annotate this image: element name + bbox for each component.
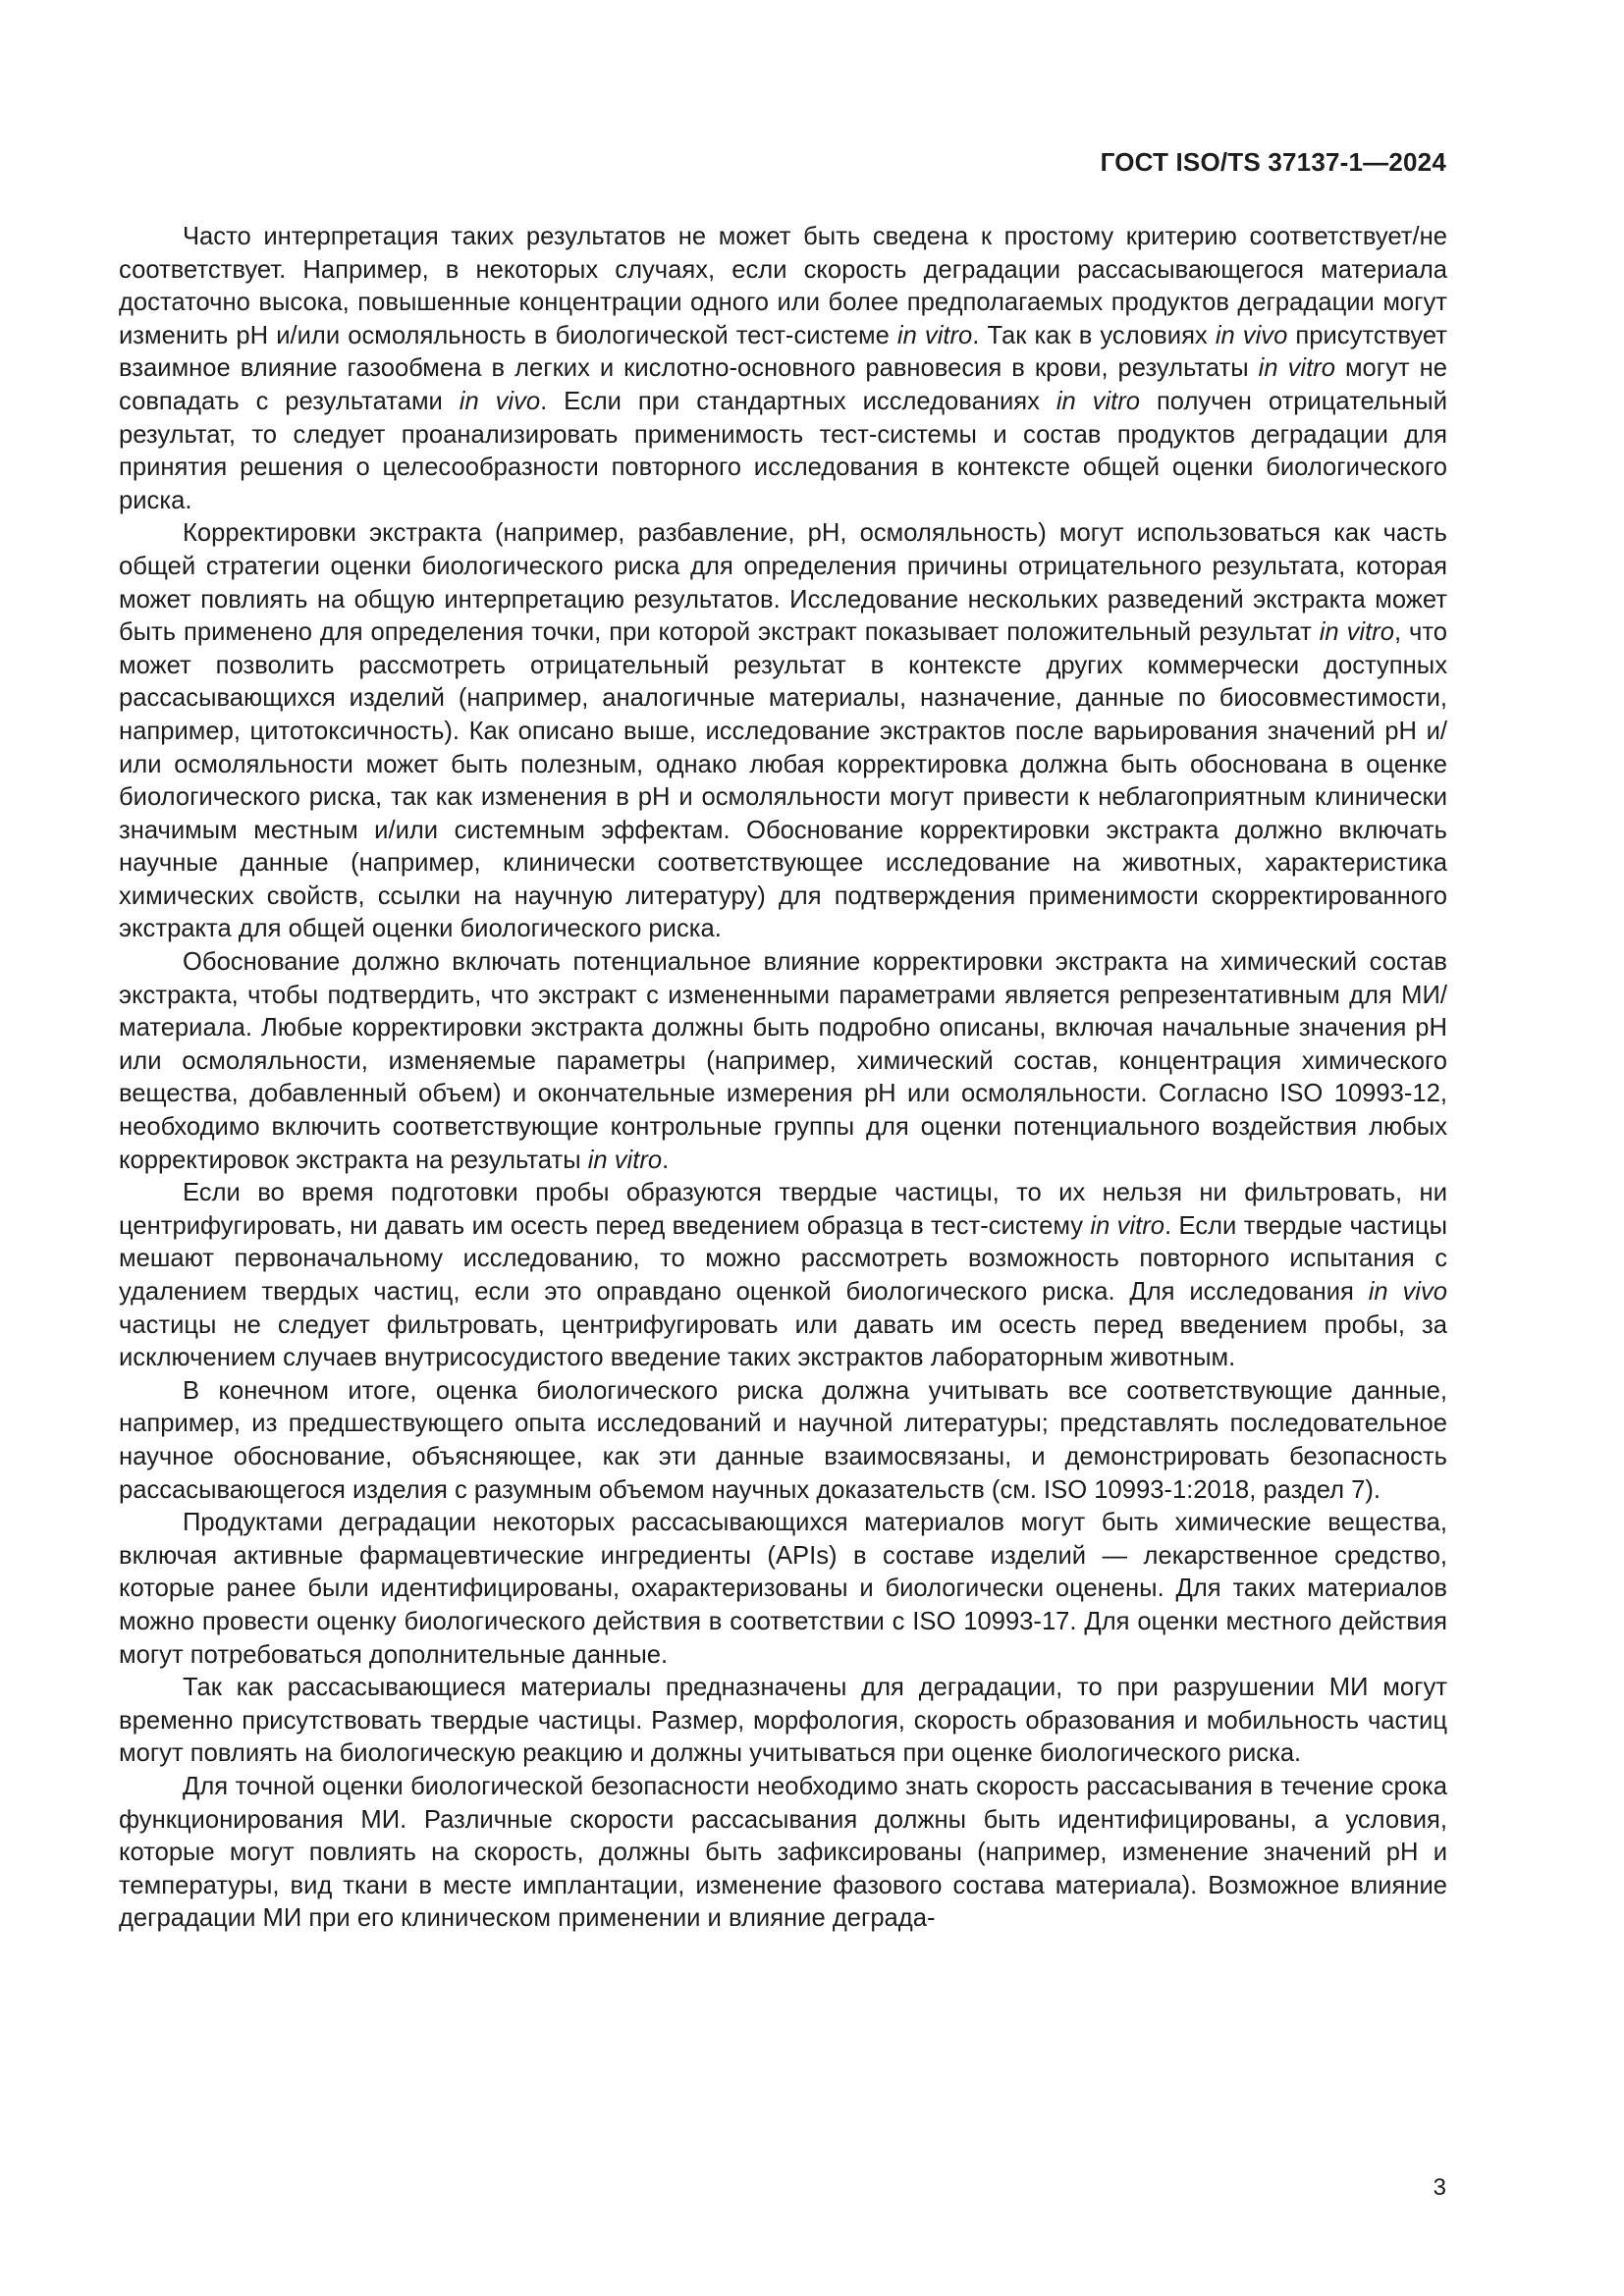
paragraph [119,946,1447,1177]
text-run: . Если твердые частицы мешают первоначальному исследованию, то можно рассмотреть возможность повторного испытания с удалением твердых частиц, если это оправдано оценкой биологического риска. Для исследования [119,1211,1448,1306]
paragraph [119,1672,1447,1771]
text-run: Для точной оценки биологической безопасности необходимо знать скорость рассасывания в течение срока функционирования МИ. Различные скорости рассасывания должны быть идентифицированы, а условия, которые могут повлиять на скорость, должны быть зафиксированы (например, изменение значений рН и температуры, вид ткани в месте имплантации, изменение фазового состава материала). Возможное влияние деградации МИ при его клиническом применении и влияние деграда- [119,1772,1447,1933]
text-run: Так как рассасывающиеся материалы предназначены для деградации, то при разрушении МИ могут временно присутствовать твердые частицы. Размер, морфология, скорость образования и мобильность частиц могут повлиять на биологическую реакцию и должны учитываться при оценке биологического риска. [119,1674,1447,1768]
paragraph [119,1375,1447,1507]
paragraph [119,1771,1447,1936]
italic-term: in vitro [896,321,973,349]
page-number: 3 [1433,2174,1446,2201]
text-run: В конечном итоге, оценка биологического риска должна учитывать все соответствующие данные, например, из предшествующего опыта исследований и научной литературы; представлять последовательное научное обоснование, объясняющее, как эти данные взаимосвязаны, и демонстрировать безопасность рассасывающегося изделия с разумным объемом научных доказательств (см. ISO 10993-1:2018, раздел 7). [119,1376,1447,1504]
italic-term: in vivo [459,387,541,415]
italic-term: in vitro [587,1146,663,1174]
italic-term: in vitro [1090,1211,1165,1240]
italic-term: in vitro [1258,354,1335,383]
text-run: Обоснование должно включать потенциальное влияние корректировки экстракта на химический состав экстракта, чтобы подтвердить, что экстракт с измененными параметрами является репрезентативным для МИ/материала. Любые корректировки экстракта должны быть подробно описаны, включая начальные значения рН или осмоляльности, изменяемые параметры (например, химический состав, концентрация химического вещества, добавленный объем) и окончательные измерения рН или осмоляльности. Согласно ISO 10993-12, необходимо включить соответствующие контрольные группы для оценки потенциального воздействия любых корректировок экстракта на результаты [119,948,1447,1174]
italic-term: in vitro [1056,387,1141,415]
text-run: могут не совпадать с результатами [119,354,1447,415]
italic-term: in vivo [1368,1278,1447,1306]
text-run: . [662,1146,670,1174]
paragraph [119,221,1447,517]
text-run: Если во время подготовки пробы образуются твердые частицы, то их нельзя ни фильтровать, ни центрифугировать, ни давать им осесть перед введением образца в тест-систему [119,1179,1447,1240]
document-body [119,221,1447,1936]
italic-term: in vitro [1319,618,1394,647]
text-run: Корректировки экстракта (например, разбавление, рН, осмоляльность) могут использоваться как часть общей стратегии оценки биологического риска для определения причины отрицательного результата, которая может повлиять на общую интерпретацию результатов. Исследование нескольких разведений экстракта может быть применено для определения точки, при которой экстракт показывает положительный результат [119,519,1447,647]
text-run: получен отрицательный результат, то следует проанализировать применимость тест-системы и состав продуктов деградации для принятия решения о целесообразности повторного исследования в контексте общей оценки биологического риска. [119,387,1448,514]
text-run: Продуктами деградации некоторых рассасывающихся материалов могут быть химические вещества, включая активные фармацевтические ингредиенты (APIs) в составе изделий — лекарственное средство, которые ранее были идентифицированы, охарактеризованы и биологически оценены. Для таких материалов можно провести оценку биологического действия в соответствии с ISO 10993-17. Для оценки местного действия могут потребоваться дополнительные данные. [119,1509,1447,1669]
text-run: частицы не следует фильтровать, центрифугировать или давать им осесть перед введением пробы, за исключением случаев внутрисосудистого введение таких экстрактов лабораторным животным. [119,1310,1447,1372]
paragraph [119,1507,1447,1672]
text-run: . Так как в условиях [972,321,1216,349]
text-run: присутствует взаимное влияние газообмена в легких и кислотно-основного равновесия в крови, результаты [119,321,1447,383]
text-run: . Если при стандартных исследованиях [540,387,1056,415]
text-run: Часто интерпретация таких результатов не может быть сведена к простому критерию соответствует/не соответствует. Например, в некоторых случаях, если скорость деградации рассасывающегося материала достаточно высока, повышенные концентрации одного или более предполагаемых продуктов деградации могут изменить рН и/или осмоляльность в биологической тест-системе [119,223,1447,349]
paragraph [119,1177,1447,1375]
italic-term: in vivo [1215,321,1288,349]
text-run: , что может позволить рассмотреть отрицательный результат в контексте других коммерчески доступных рассасывающихся изделий (например, аналогичные материалы, назначение, данные по биосовместимости, например, цитотоксичность). Как описано выше, исследование экстрактов после варьирования значений рН и/или осмоляльности может быть полезным, однако любая корректировка должна быть обоснована в оценке биологического риска, так как изменения в рН и осмоляльности могут привести к неблагоприятным клинически значимым местным и/или системным эффектам. Обоснование корректировки экстракта должно включать научные данные (например, клинически соответствующее исследование на животных, характеристика химических свойств, ссылки на научную литературу) для подтверждения применимости скорректированного экстракта для общей оценки биологического риска. [119,618,1447,943]
document-code-header: ГОСТ ISO/TS 37137-1—2024 [1100,147,1446,177]
paragraph [119,517,1447,946]
